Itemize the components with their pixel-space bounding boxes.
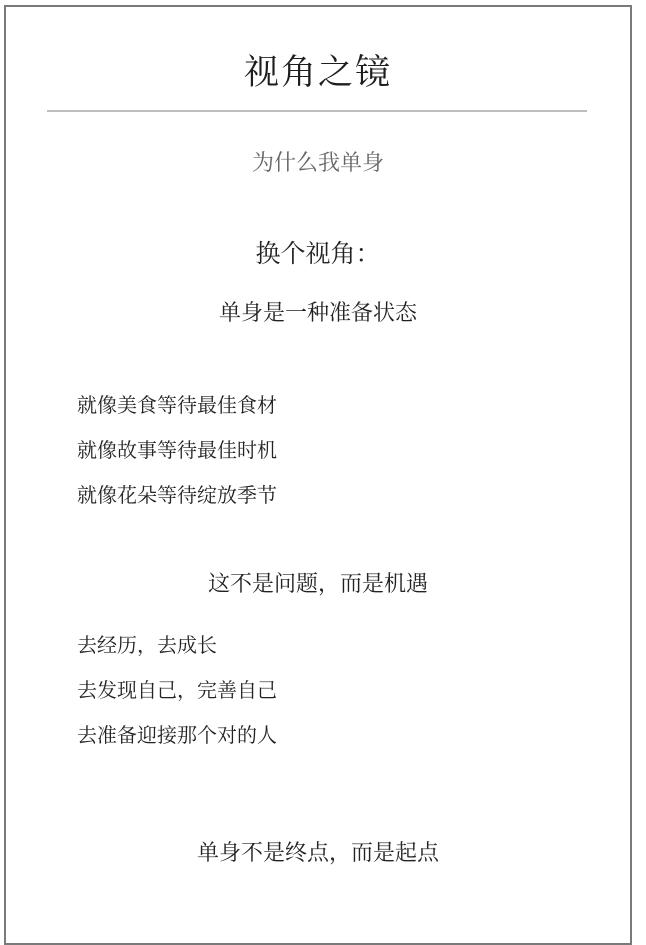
statement: 单身是一种准备状态 xyxy=(218,301,417,326)
action-line: 去准备迎接那个对的人 xyxy=(77,723,277,747)
poster-card xyxy=(4,5,632,945)
opportunity-statement: 这不是问题，而是机遇 xyxy=(207,572,428,597)
subtitle: 为什么我单身 xyxy=(251,151,384,176)
metaphor-line: 就像花朵等待绽放季节 xyxy=(77,483,277,507)
metaphor-line: 就像故事等待最佳时机 xyxy=(77,438,277,462)
title-divider xyxy=(47,110,587,112)
conclusion: 单身不是终点，而是起点 xyxy=(196,841,439,866)
section-heading: 换个视角： xyxy=(255,239,381,268)
action-line: 去发现自己，完善自己 xyxy=(77,678,277,702)
action-line: 去经历，去成长 xyxy=(77,633,217,657)
page-title: 视角之镜 xyxy=(243,53,392,93)
metaphor-line: 就像美食等待最佳食材 xyxy=(77,393,277,417)
